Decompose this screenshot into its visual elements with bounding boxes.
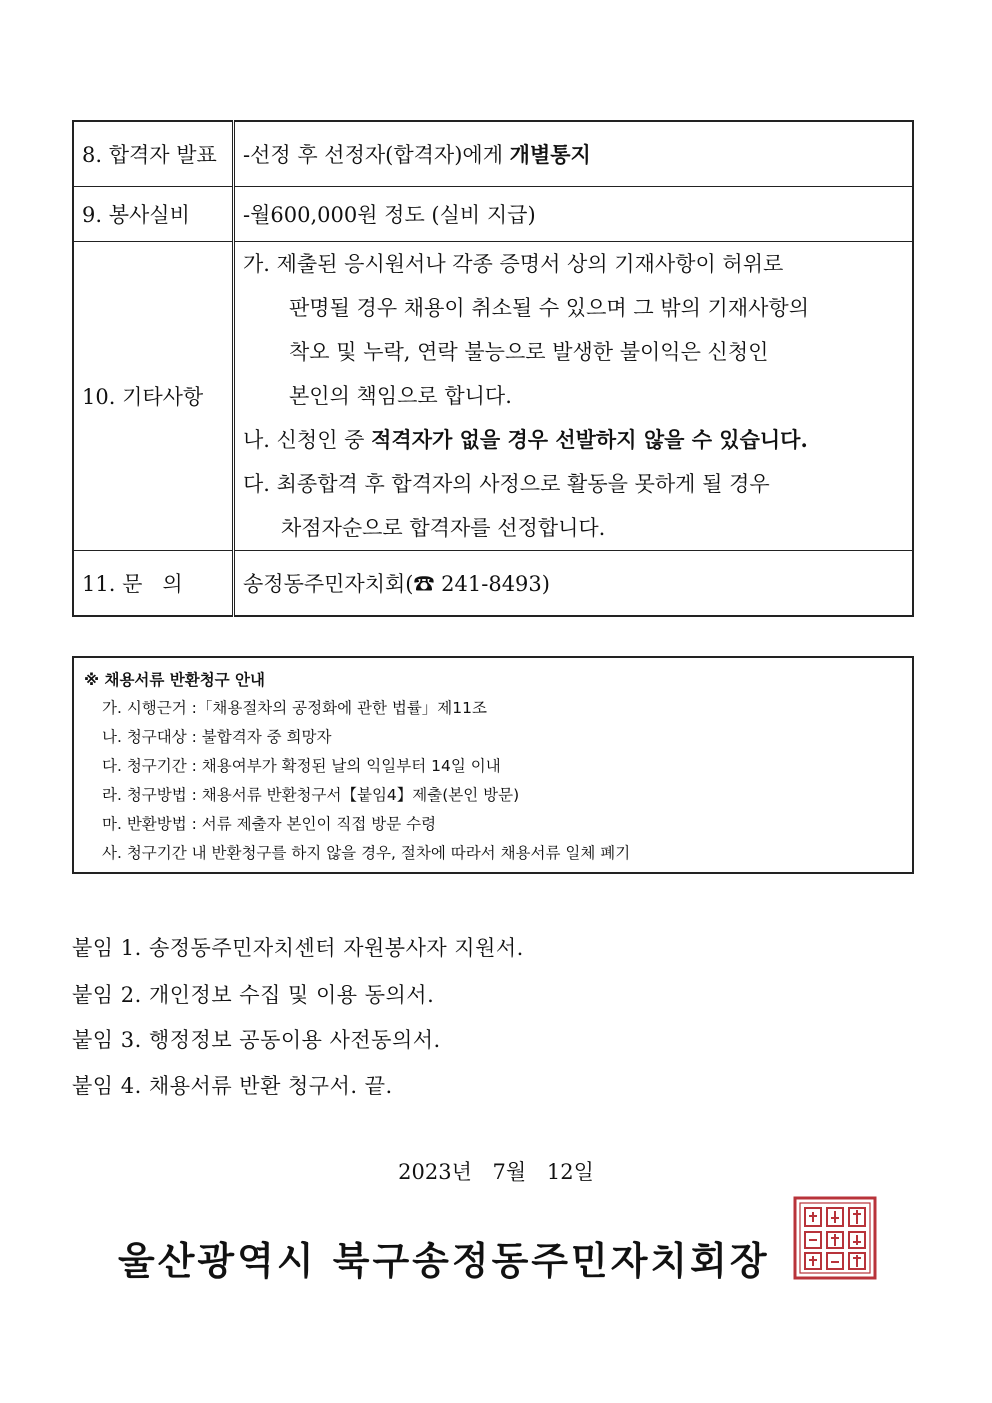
row-value — [234, 242, 914, 551]
row-value: -월600,000원 정도 (실비 지급) — [234, 187, 914, 242]
note-line — [243, 418, 912, 462]
note-line: 착오 및 누락, 연락 불능으로 발생한 불이익은 신청인 — [289, 340, 769, 364]
row-label: 10. 기타사항 — [73, 242, 234, 551]
notice-item: 가. 시행근거 :「채용절차의 공정화에 관한 법률」제11조 — [102, 699, 487, 717]
official-seal-icon — [793, 1196, 877, 1280]
note-na-prefix: 나. 신청인 중 — [243, 428, 372, 452]
note-line: 본인의 책임으로 합니다. — [289, 384, 512, 408]
announce-text: -선정 후 선정자(합격자)에게 — [243, 143, 510, 167]
note-line: 다. 최종합격 후 합격자의 사정으로 활동을 못하게 될 경우 — [243, 472, 770, 496]
table-row — [73, 551, 913, 617]
notice-box — [72, 656, 914, 874]
notice-title: ※ 채용서류 반환청구 안내 — [84, 671, 265, 689]
row-value: 송정동주민자치회(☎ 241-8493) — [234, 551, 914, 617]
attachment-item: 붙임 4. 채용서류 반환 청구서. 끝. — [72, 1074, 393, 1098]
document-date: 2023년 7월 12일 — [398, 1160, 594, 1184]
attachment-item: 붙임 1. 송정동주민자치센터 자원봉사자 지원서. — [72, 936, 524, 960]
note-line: 차점자순으로 합격자를 선정합니다. — [281, 516, 606, 540]
table-row — [73, 187, 913, 242]
note-na-bold: 적격자가 없을 경우 선발하지 않을 수 있습니다. — [371, 427, 808, 452]
table-row — [73, 121, 913, 187]
row-value — [234, 121, 914, 187]
notice-item: 사. 청구기간 내 반환청구를 하지 않을 경우, 절차에 따라서 채용서류 일체 폐기 — [102, 844, 631, 862]
signer-title: 울산광역시 북구송정동주민자치회장 — [118, 1238, 770, 1283]
notice-item: 다. 청구기간 : 채용여부가 확정된 날의 익일부터 14일 이내 — [102, 757, 501, 775]
table-row — [73, 242, 913, 551]
info-table — [72, 120, 914, 617]
row-label: 11. 문 의 — [73, 551, 234, 617]
notice-item: 마. 반환방법 : 서류 제출자 본인이 직접 방문 수령 — [102, 815, 437, 833]
attachment-item: 붙임 3. 행정정보 공동이용 사전동의서. — [72, 1028, 441, 1052]
note-line: 판명될 경우 채용이 취소될 수 있으며 그 밖의 기재사항의 — [289, 296, 809, 320]
row-label: 9. 봉사실비 — [73, 187, 234, 242]
note-line: 가. 제출된 응시원서나 각종 증명서 상의 기재사항이 허위로 — [243, 252, 784, 276]
row-label: 8. 합격자 발표 — [73, 121, 234, 187]
attachment-item: 붙임 2. 개인정보 수집 및 이용 동의서. — [72, 983, 435, 1007]
announce-bold: 개별통지 — [509, 142, 591, 167]
notice-item: 나. 청구대상 : 불합격자 중 희망자 — [102, 728, 332, 746]
notice-item: 라. 청구방법 : 채용서류 반환청구서【붙임4】제출(본인 방문) — [102, 786, 520, 804]
